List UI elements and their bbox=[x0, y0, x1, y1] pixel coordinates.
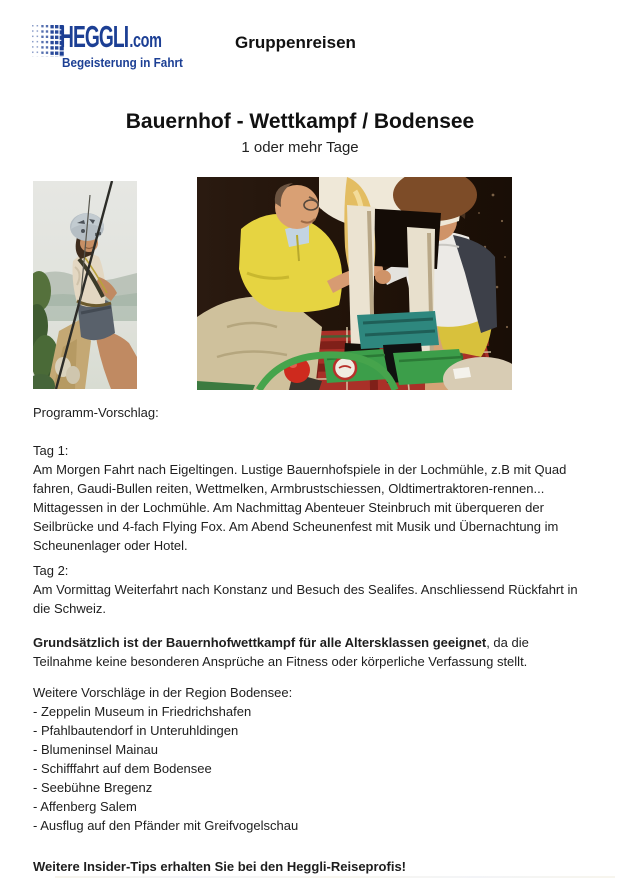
suitability-note-bold: Grundsätzlich ist der Bauernhofwettkampf für alle Altersklassen geeignet bbox=[33, 635, 487, 650]
page-subtitle: 1 oder mehr Tage bbox=[241, 139, 359, 156]
brand-name: HEGGLI bbox=[60, 19, 129, 54]
footer-note: Weitere Insider-Tips erhalten Sie bei den Heggli-Reiseprofis! bbox=[33, 859, 407, 874]
cow-milking-photo bbox=[197, 177, 512, 390]
climbing-photo bbox=[33, 181, 137, 389]
suggestion-item: - Pfahlbautendorf in Unteruhldingen bbox=[33, 723, 239, 738]
suitability-note bbox=[33, 633, 591, 671]
page-title: Bauernhof - Wettkampf / Bodensee bbox=[125, 110, 475, 133]
heggli-logo bbox=[30, 16, 200, 74]
suggestions-heading: Weitere Vorschläge in der Region Bodensee: bbox=[33, 685, 293, 700]
suggestion-item: - Blumeninsel Mainau bbox=[33, 742, 159, 757]
program-label: Programm-Vorschlag: bbox=[33, 405, 159, 420]
scan-artifact-line bbox=[55, 876, 615, 878]
doc-type-label: Gruppenreisen bbox=[235, 33, 356, 52]
suggestion-item: - Affenberg Salem bbox=[33, 799, 137, 814]
brand-tagline: Begeisterung in Fahrt bbox=[62, 55, 183, 70]
suggestions-list bbox=[33, 683, 591, 835]
suggestion-item: - Schifffahrt auf dem Bodensee bbox=[33, 761, 212, 776]
day2-text: Am Vormittag Weiterfahrt nach Konstanz und Besuch des Sealifes. Anschliessend Rückfahrt in die Schweiz. bbox=[33, 582, 578, 616]
suggestion-item: - Ausflug auf den Pfänder mit Greifvogelschau bbox=[33, 818, 299, 833]
day2-heading: Tag 2: bbox=[33, 563, 69, 578]
suggestion-item: - Seebühne Bregenz bbox=[33, 780, 153, 795]
day1-text: Am Morgen Fahrt nach Eigeltingen. Lustige Bauernhofspiele in der Lochmühle, z.B mit Quad fahren, Gaudi-Bullen reiten, Wettmelken, Armbrustschiessen, Oldtimertraktoren-rennen... Mittagessen in der Lochmühle. Am Nachmittag Abenteuer Steinbruch mit überqueren der Seilbrücke und 4-fach Flying Fox. Am Abend Scheunenfest mit Musik und Übernachtung im Scheunenlager oder Hotel. bbox=[33, 462, 567, 553]
suitability-note-rest: , da die Teilnahme keine besonderen Ansprüche an Fitness oder körperliche Verfassung stellt. bbox=[33, 635, 529, 669]
brand-suffix: .com bbox=[129, 30, 162, 52]
day1-heading: Tag 1: bbox=[33, 443, 69, 458]
suggestion-item: - Zeppelin Museum in Friedrichshafen bbox=[33, 704, 252, 719]
brand-wordmark bbox=[60, 21, 219, 53]
